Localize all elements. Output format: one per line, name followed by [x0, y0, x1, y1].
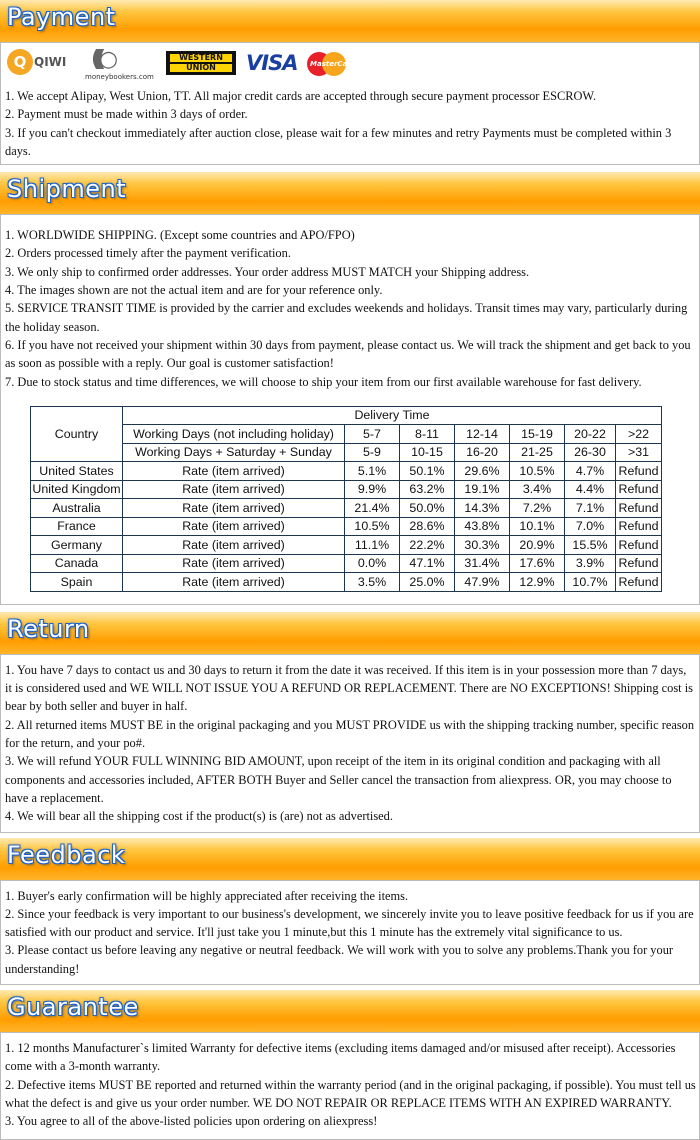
- rate-cell: 47.1%: [400, 554, 455, 573]
- rate-cell: 10.7%: [565, 573, 616, 592]
- rate-label-cell: Rate (item arrived): [123, 573, 345, 592]
- payment-line: 3. If you can't checkout immediately after auction close, please wait for a few minutes and retry Payments must be completed within 3 days.: [5, 125, 672, 158]
- rate-cell: 47.9%: [455, 573, 510, 592]
- guarantee-title: Guarantee: [7, 993, 139, 1022]
- table-row: [31, 499, 662, 518]
- shipment-line: 3. We only ship to confirmed order addresses. Your order address MUST MATCH your Shipping address.: [5, 264, 530, 279]
- shipment-line: 2. Orders processed timely after the payment verification.: [5, 246, 291, 261]
- rate-cell: 10.1%: [510, 517, 565, 536]
- table-cell: 16-20: [455, 443, 510, 462]
- table-cell: 5-7: [345, 425, 400, 444]
- payment-line: 2. Payment must be made within 3 days of order.: [5, 107, 248, 122]
- working-days-row: [31, 425, 662, 444]
- rate-cell: 7.0%: [565, 517, 616, 536]
- payment-banner: [0, 0, 700, 42]
- rate-cell: 31.4%: [455, 554, 510, 573]
- feedback-banner: [0, 838, 700, 880]
- rate-cell: Refund: [616, 554, 662, 573]
- guarantee-line: 1. 12 months Manufacturer`s limited Warranty for defective items (excluding items damaged and/or misused after receipt). Accessories come with a 3-month warranty.: [5, 1041, 676, 1074]
- delivery-time-table: [30, 406, 662, 592]
- mastercard-logo: [307, 52, 356, 78]
- rate-cell: 22.2%: [400, 536, 455, 555]
- payment-line: 1. We accept Alipay, West Union, TT. All major credit cards are accepted through secure payment processor ESCROW.: [5, 89, 597, 103]
- mastercard-wordmark: MasterCard: [310, 60, 356, 68]
- western-union-logo: [166, 51, 236, 75]
- qiwi-wordmark: QIWI: [34, 55, 67, 69]
- table-cell: 15-19: [510, 425, 565, 444]
- return-line: 1. You have 7 days to contact us and 30 days to return it from the date it was received. If this item is in your possession more than 7 days, it is considered used and WE WILL NOT ISSUE YOU A REFUND OR REPLACEMENT. There are NO EXCEPTIONS! Shipping cost is bear by both seller and buyer in half.: [5, 662, 693, 714]
- rate-label-cell: Rate (item arrived): [123, 536, 345, 555]
- shipment-line: 4. The images shown are not the actual item and are for your reference only.: [5, 283, 383, 298]
- rate-cell: 0.0%: [345, 554, 400, 573]
- rate-cell: 9.9%: [345, 480, 400, 499]
- table-cell: 10-15: [400, 443, 455, 462]
- rate-cell: 4.7%: [565, 462, 616, 481]
- rate-label-cell: Rate (item arrived): [123, 462, 345, 481]
- rate-cell: 5.1%: [345, 462, 400, 481]
- country-cell: Spain: [31, 573, 123, 592]
- table-row: [31, 517, 662, 536]
- guarantee-line: 2. Defective items MUST BE reported and returned within the warranty period (and in the original packaging, if possible). You must tell us what the defect is and give us your order number. WE DO NOT REPAIR OR REPLACE ITEMS WITH AN EXPIRED WARRANTY.: [5, 1077, 696, 1110]
- table-cell: 8-11: [400, 425, 455, 444]
- rate-cell: 14.3%: [455, 499, 510, 518]
- rate-cell: 3.9%: [565, 554, 616, 573]
- rate-cell: 21.4%: [345, 499, 400, 518]
- feedback-line: 1. Buyer's early confirmation will be highly appreciated after receiving the items.: [5, 888, 409, 903]
- rate-cell: 10.5%: [345, 517, 400, 536]
- return-line: 4. We will bear all the shipping cost if the product(s) is (are) not as advertised.: [5, 809, 393, 824]
- table-row: [31, 536, 662, 555]
- guarantee-banner: [0, 990, 700, 1032]
- return-banner: [0, 612, 700, 654]
- rate-cell: Refund: [616, 480, 662, 499]
- table-cell: 21-25: [510, 443, 565, 462]
- table-cell: 12-14: [455, 425, 510, 444]
- rate-cell: 50.0%: [400, 499, 455, 518]
- payment-title: Payment: [7, 3, 116, 31]
- rate-cell: Refund: [616, 536, 662, 555]
- country-cell: United States: [31, 462, 123, 481]
- country-cell: Germany: [31, 536, 123, 555]
- feedback-section: [0, 880, 700, 985]
- rate-cell: Refund: [616, 573, 662, 592]
- country-cell: United Kingdom: [31, 480, 123, 499]
- rate-cell: Refund: [616, 517, 662, 536]
- western-union-line-2: UNION: [170, 64, 232, 72]
- table-row: [31, 480, 662, 499]
- rate-cell: 3.5%: [345, 573, 400, 592]
- moneybookers-wordmark: moneybookers.com: [85, 73, 154, 81]
- rate-cell: 3.4%: [510, 480, 565, 499]
- guarantee-line: 3. You agree to all of the above-listed policies upon ordering on aliexpress!: [5, 1114, 378, 1129]
- rate-cell: 15.5%: [565, 536, 616, 555]
- moneybookers-logo: [83, 47, 159, 85]
- rate-rows: [31, 462, 662, 592]
- rate-cell: 30.3%: [455, 536, 510, 555]
- row-label: Working Days + Saturday + Sunday: [123, 443, 345, 462]
- table-cell: >22: [616, 425, 662, 444]
- working-days-weekend-row: [31, 443, 662, 462]
- guarantee-section: [0, 1032, 700, 1139]
- rate-cell: 4.4%: [565, 480, 616, 499]
- shipment-section: [0, 214, 700, 605]
- feedback-line: 3. Please contact us before leaving any negative or neutral feedback. We will work with you to solve any problems.Thank you for your understanding!: [5, 943, 674, 976]
- country-header: Country: [31, 406, 123, 462]
- rate-cell: 17.6%: [510, 554, 565, 573]
- rate-cell: 12.9%: [510, 573, 565, 592]
- rate-cell: 20.9%: [510, 536, 565, 555]
- row-label: Working Days (not including holiday): [123, 425, 345, 444]
- rate-cell: 50.1%: [400, 462, 455, 481]
- feedback-title: Feedback: [7, 840, 126, 869]
- rate-cell: 10.5%: [510, 462, 565, 481]
- rate-cell: 7.1%: [565, 499, 616, 518]
- rate-cell: Refund: [616, 462, 662, 481]
- moneybookers-rings-icon: (((((○: [91, 47, 112, 72]
- feedback-line: 2. Since your feedback is very important to our business's development, we sincerely invite you to leave positive feedback for us if you are satisfied with our product and service. It'll just take you 1 minute,but this 1 minute has the extremely vital significance to us.: [5, 906, 694, 940]
- return-line: 3. We will refund YOUR FULL WINNING BID AMOUNT, upon receipt of the item in its original condition and packaging with all components and accessories included, AFTER BOTH Buyer and Seller cancel the transaction from aliexpress. OR, you may choose to have a replacement.: [5, 754, 672, 805]
- return-title: Return: [7, 614, 90, 643]
- rate-cell: Refund: [616, 499, 662, 518]
- rate-cell: 29.6%: [455, 462, 510, 481]
- return-section: [0, 654, 700, 833]
- western-union-line-1: WESTERN: [170, 54, 232, 62]
- table-row: [31, 462, 662, 481]
- payment-section: [0, 42, 700, 165]
- table-row: [31, 554, 662, 573]
- country-cell: Australia: [31, 499, 123, 518]
- table-cell: >31: [616, 443, 662, 462]
- rate-cell: 63.2%: [400, 480, 455, 499]
- table-row: [31, 573, 662, 592]
- rate-label-cell: Rate (item arrived): [123, 499, 345, 518]
- rate-cell: 25.0%: [400, 573, 455, 592]
- table-header-row: [31, 406, 662, 425]
- table-cell: 5-9: [345, 443, 400, 462]
- shipment-line: 5. SERVICE TRANSIT TIME is provided by the carrier and excludes weekends and holidays. Transit times may vary, particularly during the holiday season.: [5, 301, 688, 334]
- rate-cell: 11.1%: [345, 536, 400, 555]
- shipment-line: 1. WORLDWIDE SHIPPING. (Except some countries and APO/FPO): [5, 228, 355, 243]
- shipment-title: Shipment: [7, 175, 127, 204]
- shipment-line: 7. Due to stock status and time differences, we will choose to ship your item from our first available warehouse for fast delivery.: [5, 374, 642, 389]
- table-cell: 20-22: [565, 425, 616, 444]
- country-cell: Canada: [31, 554, 123, 573]
- country-cell: France: [31, 517, 123, 536]
- rate-cell: 19.1%: [455, 480, 510, 499]
- rate-label-cell: Rate (item arrived): [123, 480, 345, 499]
- qiwi-mark: Q: [7, 49, 33, 75]
- delivery-time-header: Delivery Time: [123, 406, 662, 425]
- shipment-banner: [0, 172, 700, 214]
- visa-logo: VISA: [246, 51, 298, 75]
- return-line: 2. All returned items MUST BE in the original packaging and you MUST PROVIDE us with the shipping tracking number, specific reason for the return, and your po#.: [5, 717, 695, 751]
- rate-cell: 28.6%: [400, 517, 455, 536]
- rate-label-cell: Rate (item arrived): [123, 554, 345, 573]
- rate-cell: 7.2%: [510, 499, 565, 518]
- shipment-line: 6. If you have not received your shipment within 30 days from payment, please contact us. We will track the shipment and get back to you as soon as possible with a reply. Our goal is customer satisfaction!: [5, 337, 691, 371]
- table-cell: 26-30: [565, 443, 616, 462]
- rate-label-cell: Rate (item arrived): [123, 517, 345, 536]
- rate-cell: 43.8%: [455, 517, 510, 536]
- payment-logos: [1, 43, 699, 87]
- qiwi-logo: [7, 49, 75, 81]
